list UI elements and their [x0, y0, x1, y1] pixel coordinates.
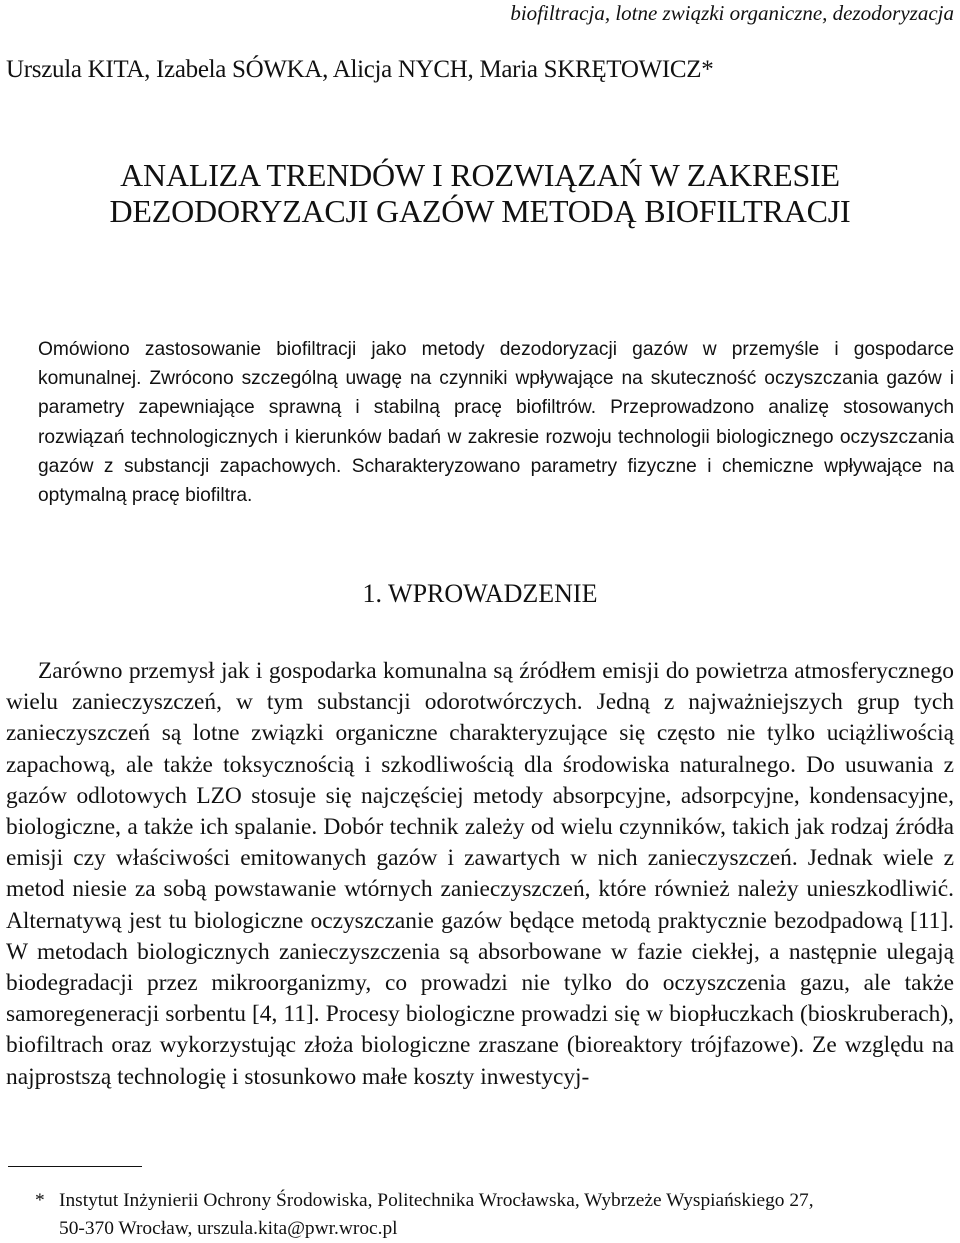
footnote-marker: *: [35, 1190, 45, 1211]
footnote-affiliation: Instytut Inżynierii Ochrony Środowiska, Politechnika Wrocławska, Wybrzeże Wyspiańskiego 27,: [59, 1190, 814, 1211]
authors: Urszula KITA, Izabela SÓWKA, Alicja NYCH, Maria SKRĘTOWICZ*: [6, 56, 714, 83]
paper-title: [0, 157, 960, 229]
paper-title-line-1: ANALIZA TRENDÓW I ROZWIĄZAŃ W ZAKRESIE: [120, 157, 840, 193]
intro-paragraph: Zarówno przemysł jak i gospodarka komunalna są źródłem emisji do powietrza atmosferycznego wielu zanieczyszczeń, w tym substancji odorotwórczych. Jedną z najważniejszych grup tych zanieczyszczeń są lotne związki organiczne charakteryzujące się często nie tylko uciążliwością zapachową, ale także toksycznością i szkodliwością dla środowiska naturalnego. Do usuwania z gazów odlotowych LZO stosuje się najczęściej metody absorpcyjne, adsorpcyjne, kondensacyjne, biologiczne, a także ich spalanie. Dobór technik zależy od wielu czynników, takich jak rodzaj źródła emisji czy właściwości emitowanych gazów i zawartych w nich zanieczyszczeń. Jednak wiele z metod niesie za sobą powstawanie wtórnych zanieczyszczeń, które również należy unieszkodliwić. Alternatywą jest tu biologiczne oczyszczanie gazów będące metodą praktycznie bezodpadową [11]. W metodach biologicznych zanieczyszczenia są absorbowane w fazie ciekłej, a następnie ulegają biodegradacji przez mikroorganizmy, co prowadzi nie tylko do oczyszczenia gazu, ale także samoregeneracji sorbentu [4, 11]. Procesy biologiczne prowadzi się w biopłuczkach (bioskruberach), biofiltrach oraz wykorzystując złoża biologiczne zraszane (bioreaktory trójfazowe). Ze względu na najprostszą technologię i stosunkowo małe koszty inwestycyj-: [6, 658, 954, 1090]
section-heading: 1. WPROWADZENIE: [362, 579, 598, 608]
footnote: [35, 1187, 953, 1243]
keywords-header: biofiltracja, lotne związki organiczne, dezodoryzacja: [510, 1, 954, 25]
footnote-line-2: 50-370 Wrocław, urszula.kita@pwr.wroc.pl: [59, 1218, 398, 1239]
abstract: Omówiono zastosowanie biofiltracji jako metody dezodoryzacji gazów w przemyśle i gospodarce komunalnej. Zwrócono szczególną uwagę na czynniki wpływające na skuteczność oczyszczania gazów i parametry zapewniające sprawną i stabilną pracę biofiltrów. Przeprowadzono analizę stosowanych rozwiązań technologicznych i kierunków badań w zakresie rozwoju technologii biologicznego oczyszczania gazów z substancji zapachowych. Scharakteryzowano parametry fizyczne i chemiczne wpływające na optymalną pracę biofiltra.: [38, 339, 954, 507]
paper-title-line-2: DEZODORYZACJI GAZÓW METODĄ BIOFILTRACJI: [109, 193, 851, 229]
footnote-line-1: [35, 1187, 953, 1215]
footnote-divider: [8, 1166, 142, 1167]
